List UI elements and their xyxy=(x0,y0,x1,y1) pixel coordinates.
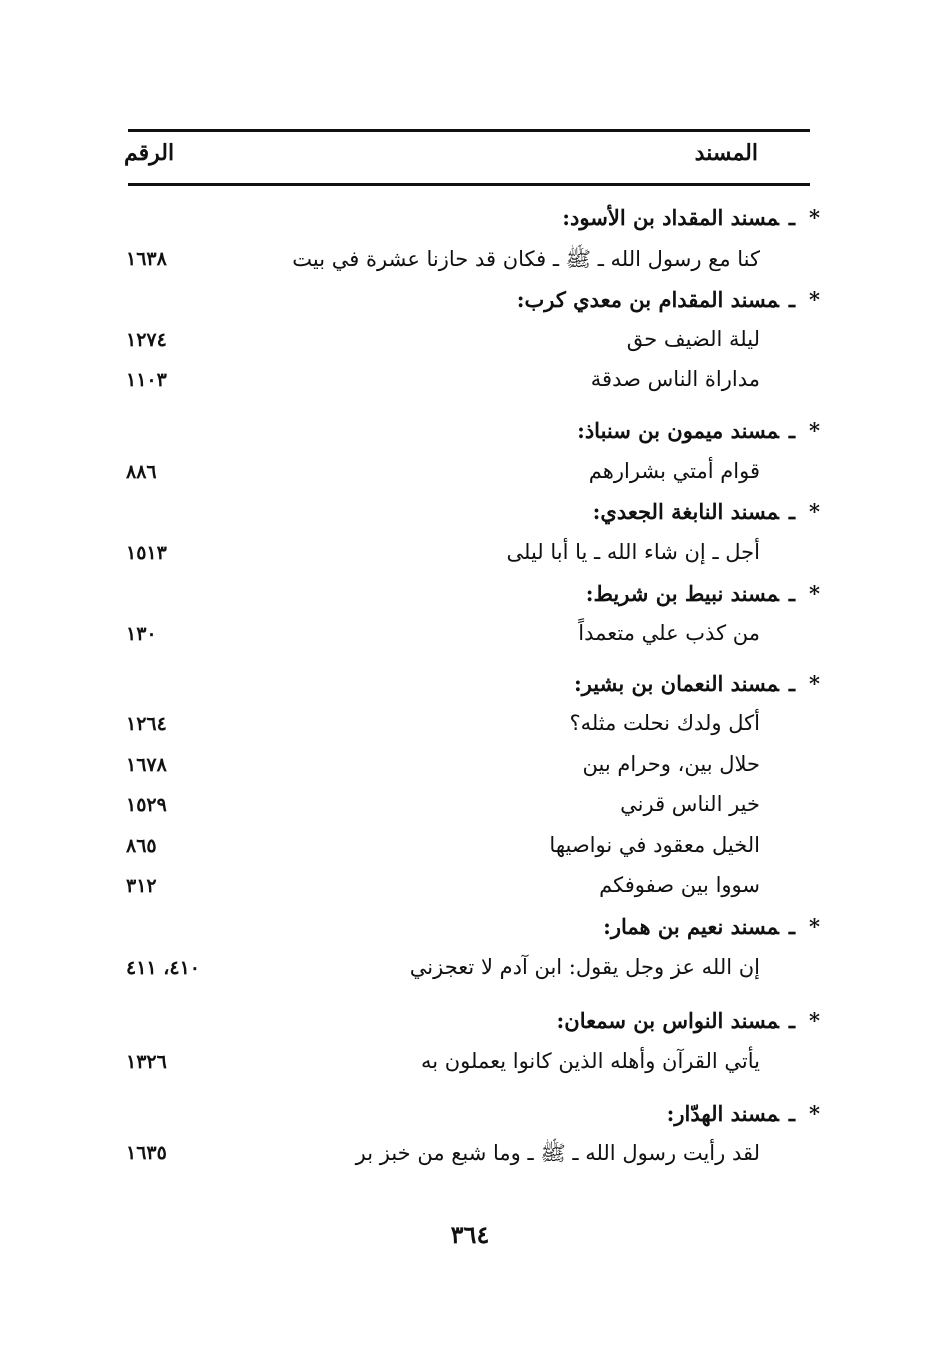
section-title: مسند النواس بن سمعان: xyxy=(556,1008,779,1033)
index-row xyxy=(120,711,820,747)
hadith-text: الخيل معقود في نواصيها xyxy=(549,833,760,857)
index-row xyxy=(120,1140,820,1176)
section-heading: *ـمسند المقداد بن الأسود: xyxy=(562,205,820,230)
section-title: مسند النابغة الجعدي: xyxy=(592,499,779,524)
hadith-number: ٣١٢ xyxy=(126,875,157,897)
section-heading: *ـمسند الهدّار: xyxy=(666,1101,820,1126)
hadith-text: خير الناس قرني xyxy=(620,792,760,816)
section-title: مسند نعيم بن همار: xyxy=(603,914,779,939)
hadith-number: ١٦٧٨ xyxy=(126,754,167,776)
hadith-number: ١٣٠ xyxy=(126,623,157,645)
hadith-number: ١٣٢٦ xyxy=(126,1051,167,1073)
hadith-text: أكل ولدك نحلت مثله؟ xyxy=(569,711,760,735)
index-row xyxy=(120,246,820,282)
hadith-text: أجل ـ إن شاء الله ـ يا أبا ليلى xyxy=(506,540,760,564)
hadith-number: ١١٠٣ xyxy=(126,369,167,391)
index-row xyxy=(120,459,820,495)
index-row xyxy=(120,792,820,828)
asterisk-icon: * xyxy=(809,581,820,606)
section-title: مسند الهدّار: xyxy=(666,1101,779,1126)
index-row xyxy=(120,581,820,617)
hadith-number: ١٥١٣ xyxy=(126,542,167,564)
section-title: مسند النعمان بن بشير: xyxy=(573,671,779,696)
index-row xyxy=(120,418,820,454)
index-row xyxy=(120,1008,820,1044)
section-heading: *ـمسند النعمان بن بشير: xyxy=(573,671,820,696)
section-title: مسند المقدام بن معدي كرب: xyxy=(516,287,779,312)
index-row xyxy=(120,540,820,576)
asterisk-icon: * xyxy=(809,418,820,443)
index-row xyxy=(120,873,820,909)
hadith-number: ١٢٧٤ xyxy=(126,329,167,351)
header-bottom-rule xyxy=(128,183,810,186)
index-row xyxy=(120,367,820,403)
hadith-text: يأتي القرآن وأهله الذين كانوا يعملون به xyxy=(420,1049,760,1073)
section-title: مسند المقداد بن الأسود: xyxy=(562,205,779,230)
index-row xyxy=(120,499,820,535)
section-heading: *ـمسند المقدام بن معدي كرب: xyxy=(516,287,820,312)
hadith-text: سووا بين صفوفكم xyxy=(599,873,760,897)
asterisk-icon: * xyxy=(809,1101,820,1126)
section-heading: *ـمسند النابغة الجعدي: xyxy=(592,499,820,524)
index-row xyxy=(120,1101,820,1137)
section-title: مسند نبيط بن شريط: xyxy=(585,581,779,606)
hadith-text: إن الله عز وجل يقول: ابن آدم لا تعجزني xyxy=(409,955,760,979)
hadith-number: ٨٦٥ xyxy=(126,835,157,857)
index-row xyxy=(120,833,820,869)
asterisk-icon: * xyxy=(809,205,820,230)
asterisk-icon: * xyxy=(809,287,820,312)
page-number: ٣٦٤ xyxy=(450,1220,490,1249)
asterisk-icon: * xyxy=(809,671,820,696)
hadith-text: لقد رأيت رسول الله ـ ﷺ ـ وما شبع من خبز بر xyxy=(355,1141,760,1165)
asterisk-icon: * xyxy=(809,1008,820,1033)
section-heading: *ـمسند نبيط بن شريط: xyxy=(585,581,820,606)
index-row xyxy=(120,287,820,323)
musnad-column-header: المسند xyxy=(694,140,758,166)
index-row xyxy=(120,671,820,707)
section-heading: *ـمسند ميمون بن سنباذ: xyxy=(577,418,820,443)
asterisk-icon: * xyxy=(809,914,820,939)
index-row xyxy=(120,205,820,241)
section-heading: *ـمسند النواس بن سمعان: xyxy=(556,1008,820,1033)
header-top-rule xyxy=(128,129,810,132)
hadith-text: مداراة الناس صدقة xyxy=(590,367,760,391)
hadith-text: ليلة الضيف حق xyxy=(626,327,760,351)
hadith-text: حلال بين، وحرام بين xyxy=(582,752,760,776)
hadith-number: ١٥٢٩ xyxy=(126,794,167,816)
number-column-header: الرقم xyxy=(124,140,175,166)
section-heading: *ـمسند نعيم بن همار: xyxy=(603,914,820,939)
section-title: مسند ميمون بن سنباذ: xyxy=(577,418,779,443)
hadith-number: ١٦٣٥ xyxy=(126,1142,167,1164)
index-row xyxy=(120,327,820,363)
hadith-number: ١٦٣٨ xyxy=(126,248,167,270)
hadith-number: ٨٨٦ xyxy=(126,461,157,483)
asterisk-icon: * xyxy=(809,499,820,524)
hadith-text: قوام أمتي بشرارهم xyxy=(588,459,760,483)
hadith-number: ٤١٠، ٤١١ xyxy=(126,957,200,979)
hadith-number: ١٢٦٤ xyxy=(126,713,167,735)
hadith-text: كنا مع رسول الله ـ ﷺ ـ فكان قد حازنا عشرة في بيت xyxy=(292,247,760,271)
index-row xyxy=(120,914,820,950)
index-row xyxy=(120,752,820,788)
index-row xyxy=(120,955,820,991)
hadith-text: من كذب علي متعمداً xyxy=(578,621,760,645)
index-row xyxy=(120,1049,820,1085)
index-row xyxy=(120,621,820,657)
